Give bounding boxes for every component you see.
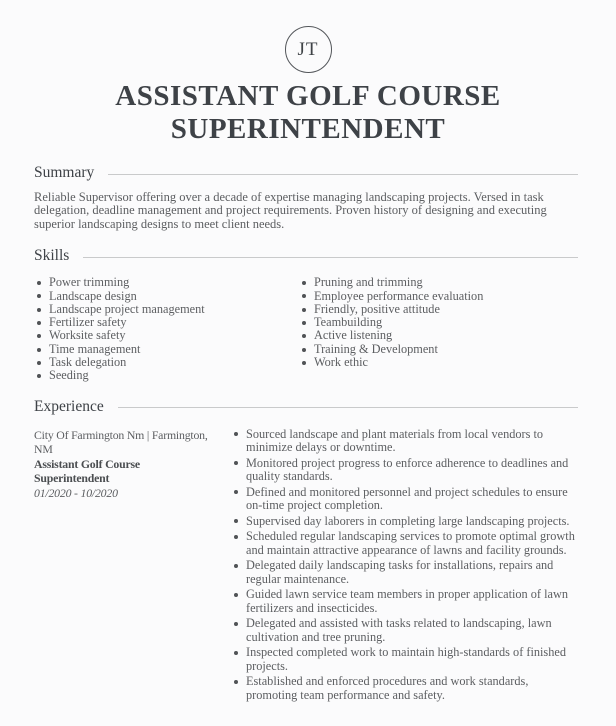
skill-item: Worksite safety (34, 329, 299, 342)
job-bullet: Sourced landscape and plant materials from local vendors to minimize delays or downtime. (232, 428, 578, 455)
skill-item: Landscape design (34, 290, 299, 303)
job-bullet: Inspected completed work to maintain high-standards of finished projects. (232, 646, 578, 673)
job-bullet: Established and enforced procedures and work standards, promoting team performance and safety. (232, 675, 578, 702)
monogram-initials: JT (297, 38, 319, 60)
section-experience (34, 398, 578, 705)
job-bullet: Defined and monitored personnel and project schedules to ensure on-time project completion. (232, 486, 578, 513)
summary-heading: Summary (34, 164, 95, 181)
job-bullet: Scheduled regular landscaping services to promote optimal growth and maintain attractive appearance of lawns and facility grounds. (232, 530, 578, 557)
skill-item: Fertilizer safety (34, 316, 299, 329)
job-company-location: City Of Farmington Nm | Farmington, NM (34, 427, 208, 457)
job-bullet: Supervised day laborers in completing large landscaping projects. (232, 515, 578, 529)
section-summary (34, 164, 578, 231)
skills-column-left (34, 276, 299, 382)
skill-item: Power trimming (34, 276, 299, 289)
summary-divider (108, 174, 578, 175)
experience-entry (34, 428, 578, 705)
job-bullet: Delegated and assisted with tasks related to landscaping, lawn cultivation and tree pruning. (232, 617, 578, 644)
job-bullet: Delegated daily landscaping tasks for installations, repairs and regular maintenance. (232, 559, 578, 586)
skills-columns (34, 276, 578, 382)
job-bullet: Guided lawn service team members in proper application of lawn fertilizers and insecticides. (232, 588, 578, 615)
skill-item: Pruning and trimming (299, 276, 578, 289)
skills-divider (83, 257, 578, 258)
resume-content (34, 164, 578, 704)
resume-page (0, 26, 616, 726)
job-bullet-list (232, 428, 578, 705)
section-skills (34, 247, 578, 382)
experience-heading-row (34, 398, 578, 416)
skill-item: Employee performance evaluation (299, 290, 578, 303)
skill-item: Time management (34, 343, 299, 356)
skill-item: Teambuilding (299, 316, 578, 329)
job-title: Assistant Golf Course Superintendent (34, 456, 140, 486)
summary-text: Reliable Supervisor offering over a decade of expertise managing landscaping projects. Versed in task delegation, deadline management and project requirements. Proven history of designing and executing superior landscaping designs to meet client needs. (34, 190, 547, 231)
skill-item: Landscape project management (34, 303, 299, 316)
skills-heading: Skills (34, 247, 70, 265)
skill-item: Seeding (34, 369, 299, 382)
experience-heading: Experience (34, 397, 104, 415)
skill-item: Training & Development (299, 343, 578, 356)
experience-divider (118, 407, 578, 408)
skill-item: Task delegation (34, 356, 299, 369)
monogram-badge (285, 26, 332, 73)
skill-item: Work ethic (299, 356, 578, 369)
job-dates: 01/2020 - 10/2020 (34, 485, 118, 500)
job-meta (34, 428, 216, 705)
skill-item: Friendly, positive attitude (299, 303, 578, 316)
page-title: ASSISTANT GOLF COURSE SUPERINTENDENT (115, 80, 501, 145)
job-bullet: Monitored project progress to enforce adherence to deadlines and quality standards. (232, 457, 578, 484)
skill-item: Active listening (299, 329, 578, 342)
summary-heading-row (34, 164, 578, 182)
skills-column-right (299, 276, 578, 382)
skills-heading-row (34, 247, 578, 265)
